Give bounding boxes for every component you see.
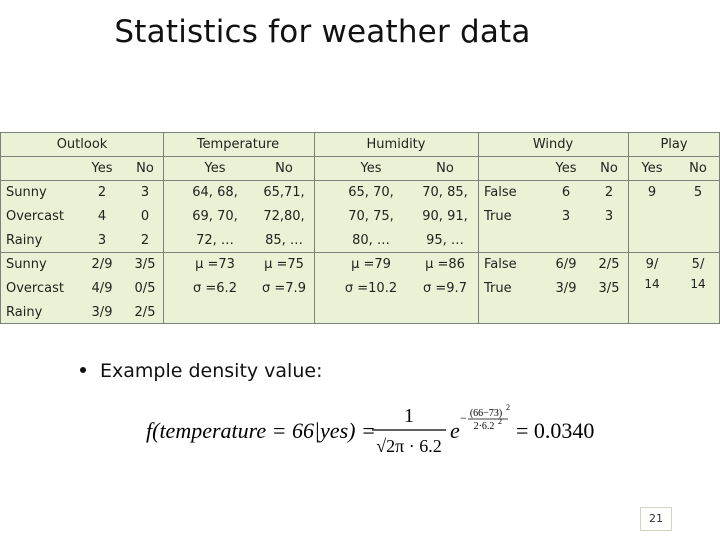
temperature-no-value: 85, …: [265, 233, 303, 248]
humidity-yes-value: 65, 70,: [348, 185, 394, 200]
temperature-no-stddev: σ =7.9: [262, 281, 306, 296]
outlook-label: Overcast: [6, 209, 64, 224]
subheader-windy-yes: Yes: [555, 161, 577, 176]
table-left-border: [0, 132, 1, 324]
subheader-play-no: No: [689, 161, 707, 176]
windy-label: True: [484, 209, 512, 224]
subheader-humidity-no: No: [436, 161, 454, 176]
windy-no-value: 3: [604, 209, 614, 224]
subheader-windy-no: No: [600, 161, 618, 176]
play-no-count: 5: [693, 185, 703, 200]
temperature-yes-value: 64, 68,: [192, 185, 238, 200]
bullet-dot-icon: [80, 367, 86, 373]
subheader-temperature-no: No: [275, 161, 293, 176]
outlook-label: Overcast: [6, 281, 64, 296]
outlook-yes-value: 2: [97, 185, 107, 200]
exponent-numerator: (66−73): [469, 408, 503, 419]
windy-yes-fraction: 6/9: [555, 257, 577, 272]
outlook-no-fraction: 0/5: [134, 281, 156, 296]
windy-label: False: [484, 185, 517, 200]
outlook-yes-fraction: 2/9: [91, 257, 113, 272]
exponent-minus: −: [460, 411, 467, 425]
outlook-label: Rainy: [6, 233, 43, 248]
temperature-yes-value: 72, …: [196, 233, 234, 248]
page-number: 21: [640, 507, 672, 531]
temperature-yes-mean: μ =73: [195, 257, 235, 272]
outlook-yes-value: 4: [97, 209, 107, 224]
weather-statistics-table: [0, 132, 720, 324]
play-no-fraction-top: 5/: [691, 257, 705, 272]
table-section-divider: [0, 252, 720, 253]
windy-yes-fraction: 3/9: [555, 281, 577, 296]
bullet-point: [80, 360, 322, 382]
formula-numerator: 1: [404, 405, 414, 427]
outlook-no-fraction: 2/5: [134, 305, 156, 320]
outlook-label: Sunny: [6, 257, 47, 272]
subheader-play-yes: Yes: [641, 161, 663, 176]
outlook-label: Sunny: [6, 185, 47, 200]
outlook-no-value: 3: [140, 185, 150, 200]
column-divider-temperature: [314, 132, 315, 324]
humidity-yes-mean: μ =79: [351, 257, 391, 272]
windy-label: False: [484, 257, 517, 272]
table-bottom-border: [0, 323, 720, 324]
windy-no-fraction: 2/5: [598, 257, 620, 272]
play-yes-fraction-bottom: 14: [644, 277, 660, 291]
table-header-divider: [0, 156, 720, 157]
column-divider-humidity: [478, 132, 479, 324]
windy-yes-value: 6: [561, 185, 571, 200]
subheader-temperature-yes: Yes: [204, 161, 226, 176]
temperature-yes-value: 69, 70,: [192, 209, 238, 224]
table-subheader-divider: [0, 180, 720, 181]
temperature-no-value: 65,71,: [263, 185, 305, 200]
slide-title: Statistics for weather data: [114, 14, 531, 50]
outlook-no-value: 2: [140, 233, 150, 248]
outlook-label: Rainy: [6, 305, 43, 320]
exponent-denominator: 2·6.2: [473, 421, 495, 432]
outlook-no-fraction: 3/5: [134, 257, 156, 272]
subheader-humidity-yes: Yes: [360, 161, 382, 176]
temperature-no-value: 72,80,: [263, 209, 305, 224]
exponent-numerator-power: 2: [506, 403, 510, 412]
play-yes-fraction-top: 9/: [645, 257, 659, 272]
header-temperature: Temperature: [196, 137, 280, 152]
formula-e: e: [450, 418, 460, 443]
formula-result: = 0.0340: [516, 418, 595, 443]
humidity-no-value: 70, 85,: [422, 185, 468, 200]
humidity-yes-value: 70, 75,: [348, 209, 394, 224]
windy-no-fraction: 3/5: [598, 281, 620, 296]
table-top-border: [0, 132, 720, 133]
subheader-outlook-yes: Yes: [91, 161, 113, 176]
windy-label: True: [484, 281, 512, 296]
formula-denominator: √2π · 6.2: [376, 436, 442, 456]
header-humidity: Humidity: [366, 137, 426, 152]
humidity-no-mean: μ =86: [425, 257, 465, 272]
humidity-yes-value: 80, …: [352, 233, 390, 248]
humidity-no-value: 90, 91,: [422, 209, 468, 224]
outlook-yes-fraction: 3/9: [91, 305, 113, 320]
temperature-yes-stddev: σ =6.2: [193, 281, 237, 296]
header-outlook: Outlook: [56, 137, 108, 152]
windy-no-value: 2: [604, 185, 614, 200]
windy-yes-value: 3: [561, 209, 571, 224]
humidity-no-stddev: σ =9.7: [423, 281, 467, 296]
formula-lhs: f(temperature = 66|yes) =: [146, 418, 376, 443]
humidity-no-value: 95, …: [426, 233, 464, 248]
play-yes-count: 9: [647, 185, 657, 200]
subheader-outlook-no: No: [136, 161, 154, 176]
exponent-denominator-power: 2: [498, 417, 502, 426]
bullet-text: Example density value:: [100, 360, 323, 382]
header-windy: Windy: [532, 137, 574, 152]
density-formula: [146, 400, 606, 460]
column-divider-outlook: [163, 132, 164, 324]
outlook-yes-fraction: 4/9: [91, 281, 113, 296]
outlook-yes-value: 3: [97, 233, 107, 248]
humidity-yes-stddev: σ =10.2: [344, 281, 398, 296]
column-divider-windy: [628, 132, 629, 324]
header-play: Play: [660, 137, 688, 152]
play-no-fraction-bottom: 14: [690, 277, 706, 291]
temperature-no-mean: μ =75: [264, 257, 304, 272]
outlook-no-value: 0: [140, 209, 150, 224]
